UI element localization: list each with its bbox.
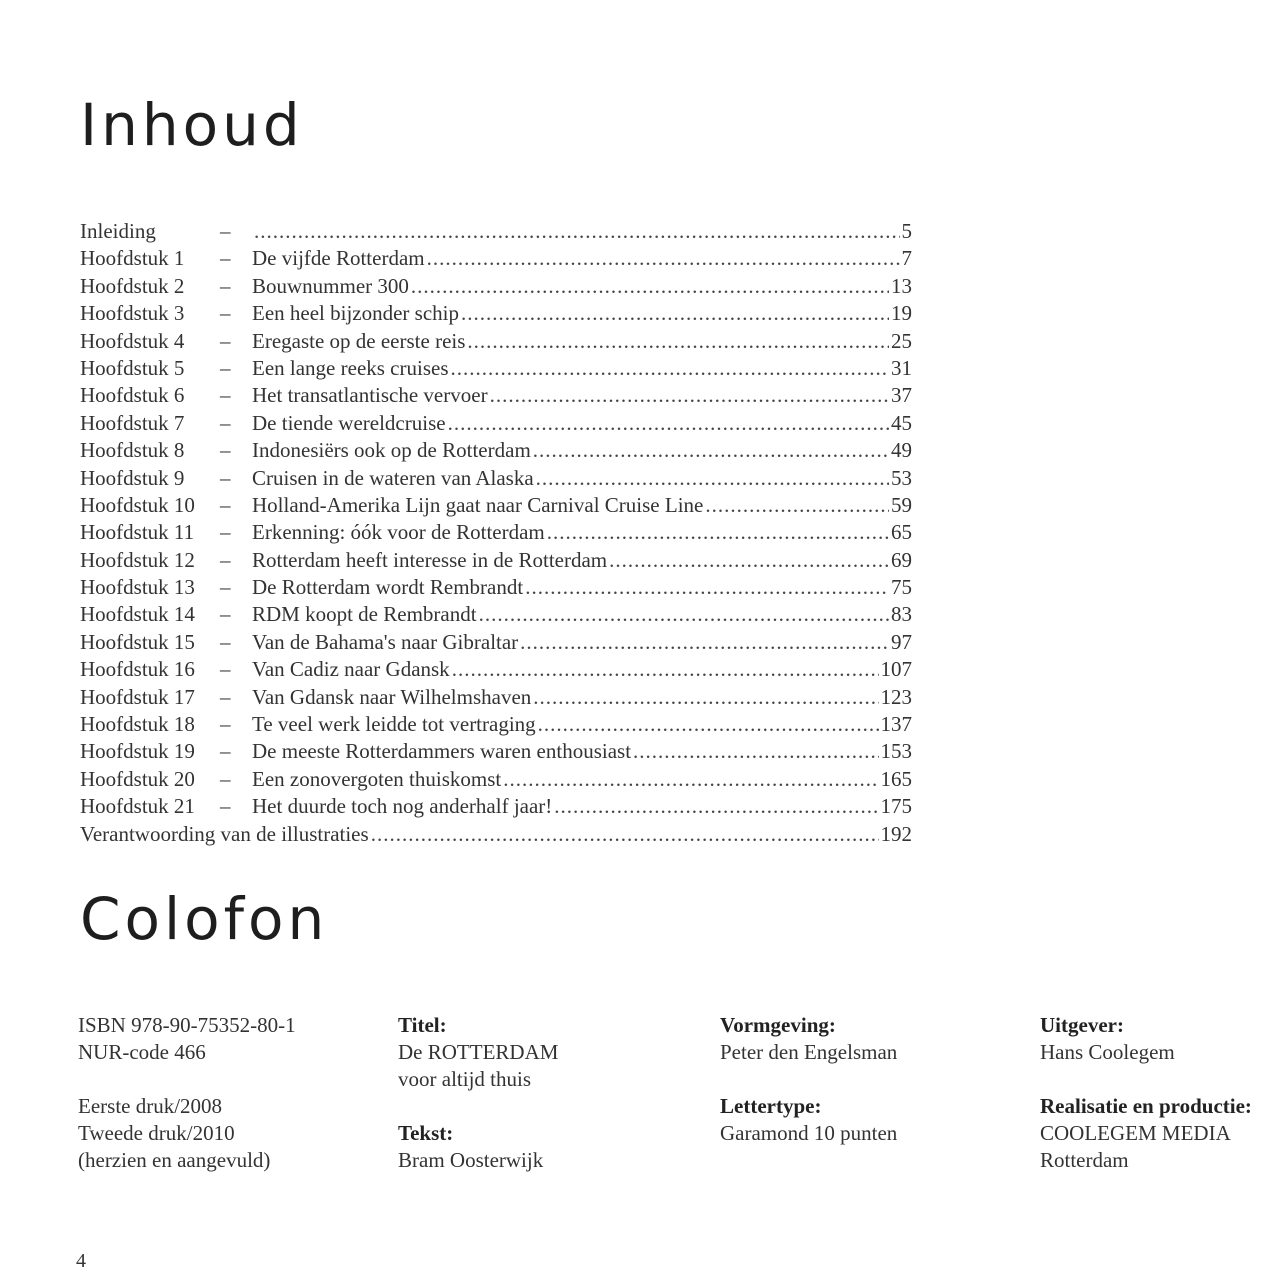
production-company: COOLEGEM MEDIA bbox=[1040, 1121, 1231, 1145]
toc-label: Hoofdstuk 20 bbox=[80, 766, 195, 791]
toc-leader-dots bbox=[451, 356, 890, 381]
toc-title: Verantwoording van de illustraties bbox=[80, 821, 369, 846]
toc-entry bbox=[80, 548, 912, 575]
toc-title: Te veel werk leidde tot vertraging bbox=[252, 712, 536, 737]
toc-title: Eregaste op de eerste reis bbox=[252, 328, 466, 353]
toc-leader-dots bbox=[411, 274, 889, 299]
toc-page-number: 49 bbox=[891, 438, 912, 463]
toc-page-number: 5 bbox=[901, 219, 912, 243]
toc-entry bbox=[80, 383, 912, 410]
toc-dash: – bbox=[220, 301, 231, 326]
spacer bbox=[1040, 1066, 1252, 1093]
toc-entry bbox=[80, 493, 912, 520]
book-title: De ROTTERDAM bbox=[398, 1040, 559, 1064]
toc-label: Hoofdstuk 5 bbox=[80, 355, 185, 380]
toc-page-number: 19 bbox=[891, 301, 912, 326]
toc-dash: – bbox=[220, 438, 231, 463]
toc-leader-dots bbox=[461, 301, 889, 326]
contents-heading: Inhoud bbox=[80, 91, 304, 159]
toc-entry bbox=[80, 767, 912, 794]
toc-leader-dots bbox=[467, 329, 889, 354]
toc-title: RDM koopt de Rembrandt bbox=[252, 602, 477, 627]
toc-page-number: 37 bbox=[891, 383, 912, 408]
toc-page-number: 7 bbox=[901, 246, 912, 271]
publisher-label: Uitgever: bbox=[1040, 1013, 1124, 1037]
toc-dash: – bbox=[220, 273, 231, 298]
toc-title: Rotterdam heeft interesse in de Rotterdam bbox=[252, 547, 608, 572]
second-edition: Tweede druk/2010 bbox=[78, 1121, 235, 1145]
toc-label: Hoofdstuk 3 bbox=[80, 301, 185, 326]
toc-label: Inleiding bbox=[80, 219, 156, 243]
toc-title: Cruisen in de wateren van Alaska bbox=[252, 465, 534, 490]
toc-label: Hoofdstuk 13 bbox=[80, 575, 195, 600]
toc-dash: – bbox=[220, 219, 231, 243]
toc-page-number: 83 bbox=[891, 602, 912, 627]
first-edition: Eerste druk/2008 bbox=[78, 1094, 223, 1118]
toc-page-number: 53 bbox=[891, 465, 912, 490]
toc-leader-dots bbox=[547, 520, 889, 545]
toc-dash: – bbox=[220, 383, 231, 408]
toc-label: Hoofdstuk 14 bbox=[80, 602, 195, 627]
toc-dash: – bbox=[220, 410, 231, 435]
toc-entry bbox=[80, 466, 912, 493]
toc-leader-dots bbox=[427, 246, 900, 271]
toc-title: Een heel bijzonder schip bbox=[252, 301, 460, 326]
toc-leader-dots bbox=[490, 383, 889, 408]
toc-dash: – bbox=[220, 739, 231, 764]
toc-label: Hoofdstuk 21 bbox=[80, 794, 195, 819]
toc-title: Erkenning: óók voor de Rotterdam bbox=[252, 520, 545, 545]
toc-leader-dots bbox=[533, 438, 889, 463]
toc-page-number: 13 bbox=[891, 273, 912, 298]
toc-title: Een zonovergoten thuiskomst bbox=[252, 766, 502, 791]
toc-leader-dots bbox=[448, 411, 889, 436]
toc-dash: – bbox=[220, 684, 231, 709]
toc-leader-dots bbox=[503, 767, 878, 792]
toc-entry bbox=[80, 438, 912, 465]
text-label: Tekst: bbox=[398, 1121, 454, 1145]
toc-title: De Rotterdam wordt Rembrandt bbox=[252, 575, 524, 600]
toc-dash: – bbox=[220, 712, 231, 737]
toc-leader-dots bbox=[533, 685, 878, 710]
toc-entry bbox=[80, 794, 912, 821]
colophon-column-publication bbox=[78, 1012, 296, 1174]
title-label: Titel: bbox=[398, 1013, 447, 1037]
production-label: Realisatie en productie: bbox=[1040, 1094, 1252, 1118]
colophon-column-publisher bbox=[1040, 1012, 1252, 1174]
design-label: Vormgeving: bbox=[720, 1013, 836, 1037]
toc-page-number: 45 bbox=[891, 410, 912, 435]
book-subtitle: voor altijd thuis bbox=[398, 1067, 531, 1091]
toc-dash: – bbox=[220, 575, 231, 600]
toc-leader-dots bbox=[525, 575, 889, 600]
toc-entry bbox=[80, 411, 912, 438]
toc-label: Hoofdstuk 12 bbox=[80, 547, 195, 572]
designer: Peter den Engelsman bbox=[720, 1040, 898, 1064]
toc-leader-dots bbox=[536, 466, 889, 491]
toc-dash: – bbox=[220, 355, 231, 380]
edition-note: (herzien en aangevuld) bbox=[78, 1148, 271, 1172]
table-of-contents bbox=[80, 219, 912, 849]
toc-leader-dots bbox=[371, 822, 879, 847]
toc-entry bbox=[80, 739, 912, 766]
toc-entry bbox=[80, 657, 912, 684]
toc-label: Hoofdstuk 17 bbox=[80, 684, 195, 709]
toc-title: De meeste Rotterdammers waren enthousiast bbox=[252, 739, 632, 764]
toc-page-number: 69 bbox=[891, 547, 912, 572]
toc-dash: – bbox=[220, 465, 231, 490]
toc-label: Hoofdstuk 1 bbox=[80, 246, 185, 271]
author: Bram Oosterwijk bbox=[398, 1148, 544, 1172]
publisher: Hans Coolegem bbox=[1040, 1040, 1175, 1064]
toc-page-number: 97 bbox=[891, 629, 912, 654]
toc-entry bbox=[80, 356, 912, 383]
isbn: ISBN 978-90-75352-80-1 bbox=[78, 1013, 296, 1037]
toc-page-number: 59 bbox=[891, 492, 912, 517]
toc-dash: – bbox=[220, 246, 231, 271]
toc-entry bbox=[80, 301, 912, 328]
toc-page-number: 31 bbox=[891, 355, 912, 380]
typeface-label: Lettertype: bbox=[720, 1094, 822, 1118]
page-number: 4 bbox=[76, 1250, 86, 1272]
spacer bbox=[398, 1093, 558, 1120]
toc-leader-dots bbox=[452, 657, 879, 682]
colophon-column-title bbox=[398, 1012, 558, 1174]
toc-page-number: 25 bbox=[891, 328, 912, 353]
toc-title: Bouwnummer 300 bbox=[252, 273, 409, 298]
toc-entry bbox=[80, 712, 912, 739]
toc-title: Een lange reeks cruises bbox=[252, 355, 449, 380]
toc-title: Van de Bahama's naar Gibraltar bbox=[252, 629, 519, 654]
toc-title: De vijfde Rotterdam bbox=[252, 246, 425, 271]
spacer bbox=[78, 1066, 296, 1093]
toc-entry bbox=[80, 246, 912, 273]
toc-entry bbox=[80, 685, 912, 712]
toc-dash: – bbox=[220, 492, 231, 517]
toc-title: Van Gdansk naar Wilhelmshaven bbox=[252, 684, 532, 709]
production-city: Rotterdam bbox=[1040, 1148, 1129, 1172]
toc-leader-dots bbox=[633, 739, 878, 764]
toc-leader-dots bbox=[554, 794, 878, 819]
toc-entry bbox=[80, 630, 912, 657]
toc-label: Hoofdstuk 16 bbox=[80, 657, 195, 682]
colophon-column-design bbox=[720, 1012, 897, 1147]
toc-dash: – bbox=[220, 602, 231, 627]
toc-page-number: 107 bbox=[880, 657, 912, 682]
toc-entry bbox=[80, 602, 912, 629]
toc-entry bbox=[80, 575, 912, 602]
toc-entry bbox=[80, 329, 912, 356]
toc-label: Hoofdstuk 6 bbox=[80, 383, 185, 408]
spacer bbox=[720, 1066, 897, 1093]
toc-label: Hoofdstuk 9 bbox=[80, 465, 185, 490]
toc-title: Van Cadiz naar Gdansk bbox=[252, 657, 450, 682]
toc-page-number: 123 bbox=[880, 684, 912, 709]
toc-label: Hoofdstuk 8 bbox=[80, 438, 185, 463]
toc-page-number: 65 bbox=[891, 520, 912, 545]
toc-dash: – bbox=[220, 547, 231, 572]
toc-title: Holland-Amerika Lijn gaat naar Carnival Cruise Line bbox=[252, 492, 704, 517]
toc-label: Hoofdstuk 15 bbox=[80, 629, 195, 654]
toc-label: Hoofdstuk 4 bbox=[80, 328, 185, 353]
toc-title: Het transatlantische vervoer bbox=[252, 383, 488, 408]
typeface: Garamond 10 punten bbox=[720, 1121, 898, 1145]
toc-leader-dots bbox=[479, 602, 889, 627]
toc-leader-dots bbox=[538, 712, 879, 737]
toc-page-number: 75 bbox=[891, 575, 912, 600]
toc-entry-illustrations bbox=[80, 822, 912, 849]
toc-label: Hoofdstuk 11 bbox=[80, 520, 195, 545]
toc-dash: – bbox=[220, 328, 231, 353]
toc-leader-dots bbox=[609, 548, 889, 573]
toc-page-number: 165 bbox=[880, 766, 912, 791]
toc-leader-dots bbox=[254, 219, 900, 244]
toc-entry bbox=[80, 274, 912, 301]
toc-title: De tiende wereldcruise bbox=[252, 410, 446, 435]
toc-label: Hoofdstuk 10 bbox=[80, 492, 195, 517]
toc-title: Het duurde toch nog anderhalf jaar! bbox=[252, 794, 553, 819]
toc-title: Indonesiërs ook op de Rotterdam bbox=[252, 438, 531, 463]
toc-page-number: 175 bbox=[880, 794, 912, 819]
toc-leader-dots bbox=[705, 493, 889, 518]
toc-leader-dots bbox=[520, 630, 889, 655]
toc-label: Hoofdstuk 19 bbox=[80, 739, 195, 764]
toc-dash: – bbox=[220, 794, 231, 819]
toc-page-number: 153 bbox=[880, 739, 912, 764]
nur-code: NUR-code 466 bbox=[78, 1040, 206, 1064]
toc-page-number: 137 bbox=[880, 712, 912, 737]
toc-dash: – bbox=[220, 629, 231, 654]
toc-label: Hoofdstuk 7 bbox=[80, 410, 185, 435]
colophon-heading: Colofon bbox=[80, 885, 329, 953]
toc-label: Hoofdstuk 18 bbox=[80, 712, 195, 737]
toc-dash: – bbox=[220, 657, 231, 682]
toc-dash: – bbox=[220, 766, 231, 791]
toc-page-number: 192 bbox=[880, 821, 912, 846]
toc-dash: – bbox=[220, 520, 231, 545]
toc-entry bbox=[80, 219, 912, 246]
toc-entry bbox=[80, 520, 912, 547]
toc-label: Hoofdstuk 2 bbox=[80, 273, 185, 298]
